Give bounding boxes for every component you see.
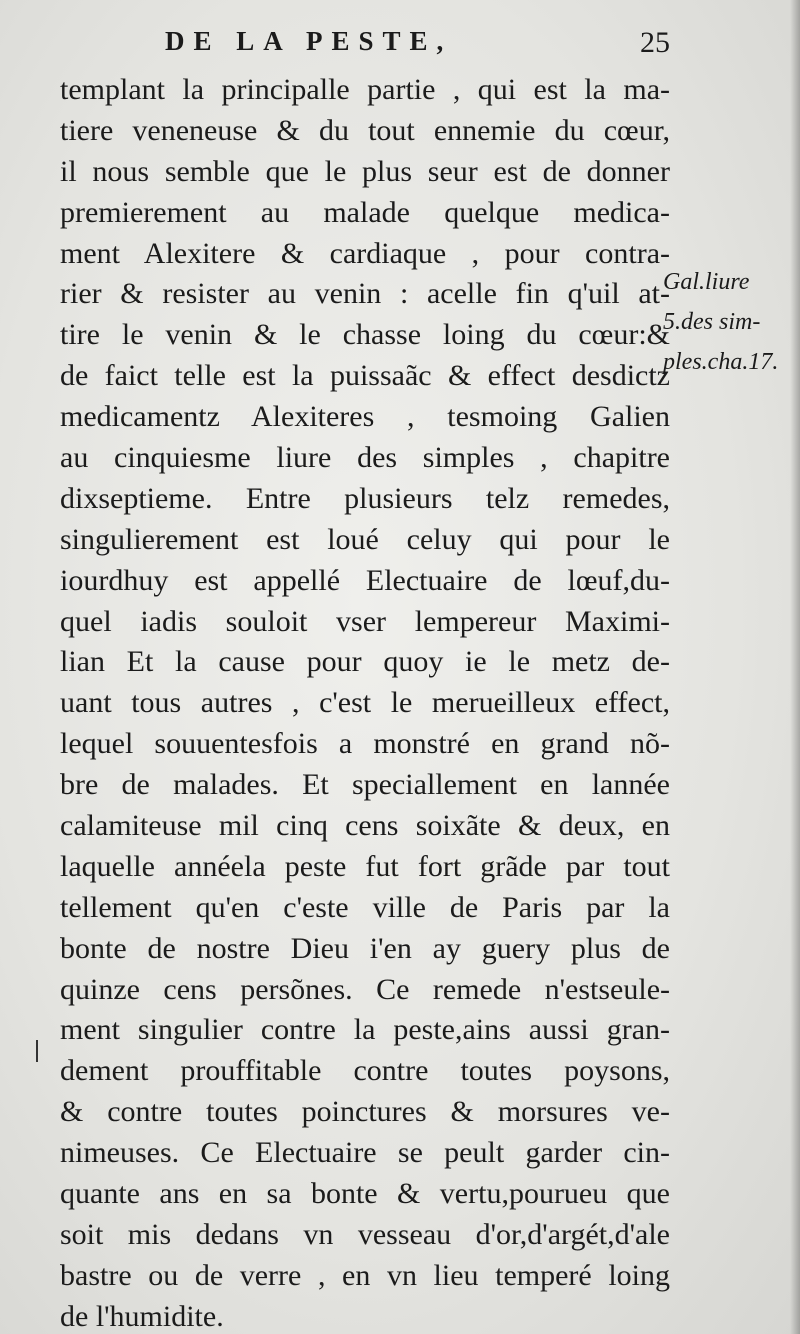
text-line: soit mis dedans vn vesseau d'or,d'argét,d'ale: [60, 1217, 670, 1251]
text-line: premierement au malade quelque medica-: [60, 195, 670, 229]
text-line: de l'humidite.: [60, 1299, 224, 1333]
text-line: bastre ou de verre , en vn lieu temperé loing: [60, 1258, 670, 1292]
text-line: calamiteuse mil cinq cens soixãte & deux, en: [60, 809, 670, 843]
text-line: de faict telle est la puissaãc & effect desdictz: [60, 359, 670, 393]
margin-note-line: Gal.liure: [663, 269, 750, 295]
margin-note: [663, 262, 793, 382]
text-line: nimeuses. Ce Electuaire se peult garder cin-: [60, 1136, 670, 1170]
text-line: ment Alexitere & cardiaque , pour contra-: [60, 236, 670, 270]
text-line: medicamentz Alexiteres , tesmoing Galien: [60, 400, 670, 434]
page-number: 25: [640, 26, 670, 59]
text-line: dixseptieme. Entre plusieurs telz remedes,: [60, 481, 670, 515]
text-line: lian Et la cause pour quoy ie le metz de-: [60, 645, 670, 679]
ink-mark: [36, 1040, 38, 1062]
text-line: bre de malades. Et speciallement en lannée: [60, 768, 670, 802]
text-line: quel iadis souloit vser lempereur Maximi-: [60, 604, 670, 638]
text-line: il nous semble que le plus seur est de donner: [60, 154, 670, 188]
text-line: rier & resister au venin : acelle fin q'uil at-: [60, 277, 670, 311]
margin-note-line: 5.des sim-: [663, 309, 761, 335]
margin-note-line: ples.cha.17.: [663, 349, 779, 375]
text-line: & contre toutes poinctures & morsures ve-: [60, 1095, 670, 1129]
text-line: ment singulier contre la peste,ains aussi gran-: [60, 1013, 670, 1047]
text-line: tiere veneneuse & du tout ennemie du cœur,: [60, 113, 670, 147]
text-line: bonte de nostre Dieu i'en ay guery plus de: [60, 931, 670, 965]
text-line: laquelle annéela peste fut fort grãde par tout: [60, 849, 670, 883]
text-line: uant tous autres , c'est le merueilleux effect,: [60, 686, 670, 720]
running-head: DE LA PESTE,: [165, 26, 453, 56]
text-line: quante ans en sa bonte & vertu,pourueu que: [60, 1177, 670, 1211]
text-line: iourdhuy est appellé Electuaire de lœuf,du-: [60, 563, 670, 597]
text-line: au cinquiesme liure des simples , chapitre: [60, 441, 670, 475]
text-line: dement prouffitable contre toutes poysons,: [60, 1054, 670, 1088]
body-text: [60, 70, 670, 1334]
text-line: lequel souuentesfois a monstré en grand nõ-: [60, 727, 670, 761]
text-line: singulierement est loué celuy qui pour le: [60, 522, 670, 556]
text-line: quinze cens persõnes. Ce remede n'estseule-: [60, 972, 670, 1006]
text-line: tellement qu'en c'este ville de Paris par la: [60, 890, 670, 924]
text-line: templant la principalle partie , qui est la ma-: [60, 73, 670, 106]
text-line: tire le venin & le chasse loing du cœur:&: [60, 318, 670, 352]
page-header: [60, 26, 670, 62]
page-edge-shadow: [790, 0, 800, 1334]
